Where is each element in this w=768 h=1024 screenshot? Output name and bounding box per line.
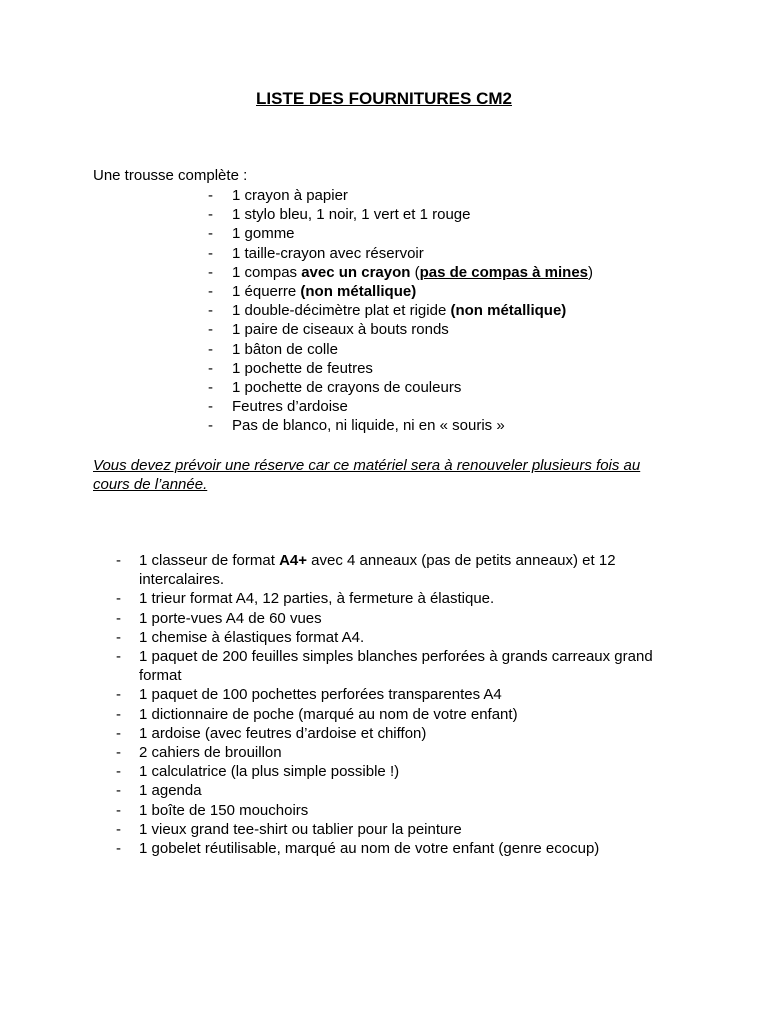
bullet-dash: - bbox=[208, 321, 213, 339]
list-item bbox=[0, 628, 768, 647]
list-item bbox=[0, 762, 768, 781]
list-item bbox=[0, 801, 768, 820]
list-item bbox=[0, 724, 768, 743]
list-item bbox=[0, 301, 768, 320]
item-text: 1 pochette de feutres bbox=[232, 359, 373, 377]
item-text: 1 pochette de crayons de couleurs bbox=[232, 378, 462, 396]
list-item bbox=[0, 685, 768, 704]
item-text: 1 stylo bleu, 1 noir, 1 vert et 1 rouge bbox=[232, 206, 471, 224]
item-text: 2 cahiers de brouillon bbox=[139, 744, 282, 762]
list-item bbox=[0, 416, 768, 435]
item-text: 1 porte-vues A4 de 60 vues bbox=[139, 609, 322, 627]
bullet-dash: - bbox=[208, 359, 213, 377]
bullet-dash: - bbox=[208, 282, 213, 300]
reserve-notice: Vous devez prévoir une réserve car ce matériel sera à renouveler plusieurs fois au cours de l’année. bbox=[93, 457, 641, 494]
bullet-dash: - bbox=[116, 782, 121, 800]
list-item bbox=[0, 647, 768, 685]
bullet-dash: - bbox=[208, 302, 213, 320]
item-text: 1 dictionnaire de poche (marqué au nom de votre enfant) bbox=[139, 705, 518, 723]
list-item bbox=[0, 609, 768, 628]
bullet-dash: - bbox=[208, 417, 213, 435]
item-paren-open: ( bbox=[410, 263, 420, 281]
list-item bbox=[0, 340, 768, 359]
bullet-dash: - bbox=[116, 744, 121, 762]
item-text: 1 gobelet réutilisable, marqué au nom de votre enfant (genre ecocup) bbox=[139, 840, 600, 858]
bullet-dash: - bbox=[116, 609, 121, 627]
bullet-dash: - bbox=[116, 705, 121, 723]
item-emphasis: avec un crayon bbox=[301, 263, 411, 281]
item-text: 1 gomme bbox=[232, 225, 295, 243]
list-item bbox=[0, 378, 768, 397]
bullet-dash: - bbox=[208, 398, 213, 416]
item-text: 1 chemise à élastiques format A4. bbox=[139, 628, 365, 646]
list-item bbox=[0, 263, 768, 282]
trousse-intro: Une trousse complète : bbox=[93, 167, 248, 184]
item-text: 1 trieur format A4, 12 parties, à fermeture à élastique. bbox=[139, 590, 495, 608]
list-item bbox=[0, 205, 768, 224]
item-text: 1 double-décimètre plat et rigide bbox=[232, 302, 451, 320]
bullet-dash: - bbox=[116, 763, 121, 781]
page-title: LISTE DES FOURNITURES CM2 bbox=[256, 89, 512, 108]
bullet-dash: - bbox=[208, 263, 213, 281]
item-emphasis-underlined: pas de compas à mines bbox=[419, 263, 588, 281]
item-text: 1 boîte de 150 mouchoirs bbox=[139, 801, 309, 819]
item-text: Pas de blanco, ni liquide, ni en « souris » bbox=[232, 417, 505, 435]
item-text: 1 calculatrice (la plus simple possible !) bbox=[139, 763, 400, 781]
list-item bbox=[0, 186, 768, 205]
list-item bbox=[0, 320, 768, 339]
bullet-dash: - bbox=[208, 187, 213, 204]
list-item bbox=[0, 589, 768, 608]
supplies-list bbox=[0, 551, 768, 858]
bullet-dash: - bbox=[116, 648, 121, 666]
item-text: 1 bâton de colle bbox=[232, 340, 338, 358]
bullet-dash: - bbox=[208, 244, 213, 262]
item-text: Feutres d’ardoise bbox=[232, 398, 348, 416]
bullet-dash: - bbox=[116, 801, 121, 819]
item-text: 1 agenda bbox=[139, 782, 202, 800]
item-text: 1 paire de ciseaux à bouts ronds bbox=[232, 321, 449, 339]
bullet-dash: - bbox=[116, 724, 121, 742]
item-text: 1 classeur de format bbox=[139, 552, 280, 569]
list-item bbox=[0, 224, 768, 243]
bullet-dash: - bbox=[116, 590, 121, 608]
item-text: 1 crayon à papier bbox=[232, 187, 348, 204]
item-text: 1 paquet de 200 feuilles simples blanches perforées à grands carreaux grand format bbox=[139, 648, 653, 685]
list-item bbox=[0, 397, 768, 416]
bullet-dash: - bbox=[208, 340, 213, 358]
bullet-dash: - bbox=[116, 628, 121, 646]
bullet-dash: - bbox=[208, 206, 213, 224]
bullet-dash: - bbox=[116, 820, 121, 838]
list-item bbox=[0, 820, 768, 839]
list-item bbox=[0, 781, 768, 800]
list-item bbox=[0, 743, 768, 762]
item-text-after: avec 4 anneaux (pas de petits anneaux) et 12 intercalaires. bbox=[139, 552, 616, 589]
item-emphasis: (non métallique) bbox=[300, 282, 417, 300]
item-paren-close: ) bbox=[588, 263, 593, 281]
list-item bbox=[0, 705, 768, 724]
bullet-dash: - bbox=[116, 686, 121, 704]
item-text: 1 paquet de 100 pochettes perforées transparentes A4 bbox=[139, 686, 502, 704]
item-text: 1 ardoise (avec feutres d’ardoise et chiffon) bbox=[139, 724, 427, 742]
list-item bbox=[0, 359, 768, 378]
item-emphasis: (non métallique) bbox=[450, 302, 567, 320]
item-text: 1 taille-crayon avec réservoir bbox=[232, 244, 424, 262]
bullet-dash: - bbox=[208, 378, 213, 396]
list-item bbox=[0, 282, 768, 301]
bullet-dash: - bbox=[208, 225, 213, 243]
item-text: 1 vieux grand tee-shirt ou tablier pour la peinture bbox=[139, 820, 462, 838]
list-item bbox=[0, 244, 768, 263]
item-emphasis: A4+ bbox=[279, 552, 307, 569]
item-text: 1 compas bbox=[232, 263, 302, 281]
list-item bbox=[0, 551, 768, 589]
bullet-dash: - bbox=[116, 552, 121, 569]
item-text: 1 équerre bbox=[232, 282, 301, 300]
trousse-list bbox=[0, 186, 768, 435]
bullet-dash: - bbox=[116, 840, 121, 858]
list-item bbox=[0, 839, 768, 858]
